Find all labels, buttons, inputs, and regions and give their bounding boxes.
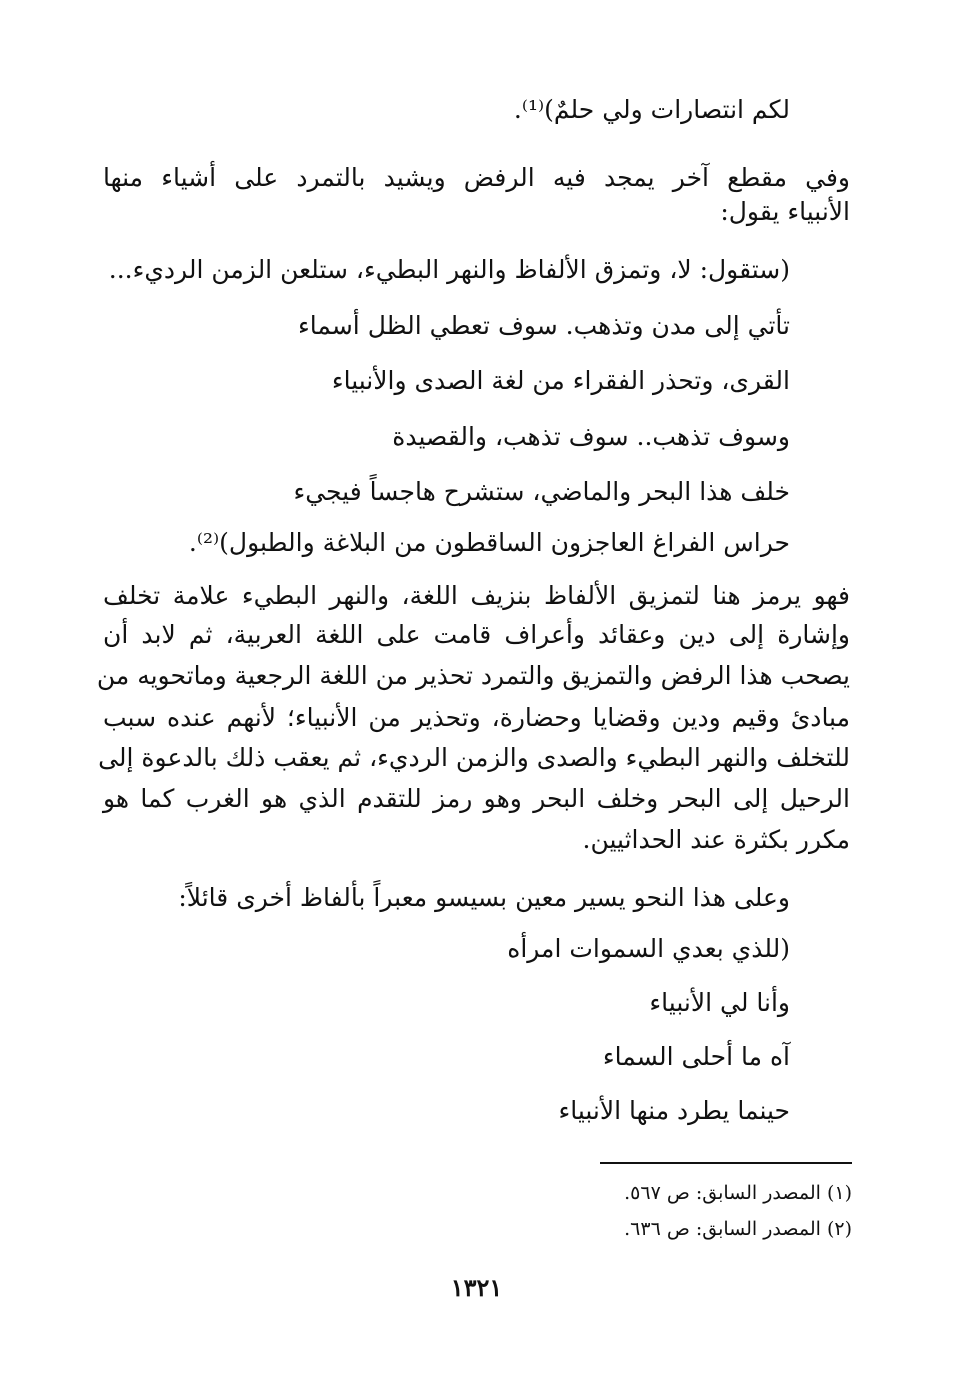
footnote-1: (١) المصدر السابق: ص ٥٦٧. <box>624 1182 852 1204</box>
paragraph-line: يصحب هذا الرفض والتمزيق والتمرد تحذير من اللغة الرجعية وماتحويه من <box>96 661 850 690</box>
verse-line: وأنا لي الأنبياء <box>649 988 790 1017</box>
footnote-2: (٢) المصدر السابق: ص ٦٣٦. <box>624 1218 852 1240</box>
verse-line: حينما يطرد منها الأنبياء <box>558 1096 790 1125</box>
verse-line: (للذي بعدي السموات امرأه <box>507 934 790 963</box>
verse-line-1: لكم انتصارات ولي حلمٌ)⁽¹⁾. <box>513 95 790 124</box>
paragraph-line: وفي مقطع آخر يمجد فيه الرفض ويشيد بالتمرد على أشياء منها <box>103 163 850 192</box>
paragraph-line: مبادئ وقيم ودين وقضايا وحضارة، وتحذير من الأنبياء؛ لأنهم عنده سبب <box>103 703 850 732</box>
verse-line: القرى، وتحذر الفقراء من لغة الصدى والأنبياء <box>331 366 790 395</box>
paragraph-line: وعلى هذا النحو يسير معين بسيسو معبراً بألفاظ أخرى قائلاً: <box>178 883 790 912</box>
paragraph-line: وإشارة إلى دين وعقائد وأعراف قامت على اللغة العربية، ثم لابد أن <box>103 620 850 649</box>
verse-line: (ستقول: لا، وتمزق الألفاظ والنهر البطيء، ستلعن الزمن الرديء... <box>108 255 790 284</box>
verse-line: آه ما أحلى السماء <box>602 1042 790 1071</box>
verse-line: تأتي إلى مدن وتذهب. سوف تعطي الظل أسماء <box>298 311 790 340</box>
footnote-divider <box>600 1162 852 1164</box>
paragraph-line: للتخلف والنهر البطيء والصدى والزمن الرديء، ثم يعقب ذلك بالدعوة إلى <box>98 743 850 772</box>
verse-line: وسوف تذهب.. سوف تذهب، والقصيدة <box>392 422 790 451</box>
paragraph-line: الأنبياء يقول: <box>720 197 850 226</box>
page-number: ١٣٢١ <box>450 1273 503 1302</box>
paragraph-line: فهو يرمز هنا لتمزيق الألفاظ بنزيف اللغة، والنهر البطيء علامة تخلف <box>103 581 850 610</box>
paragraph-line: الرحيل إلى البحر وخلف البحر وهو رمز للتقدم الذي هو الغرب كما هو <box>103 784 850 813</box>
verse-line: خلف هذا البحر والماضي، ستشرح هاجساً فيجيء <box>293 477 790 506</box>
paragraph-line: مكرر بكثرة عند الحداثيين. <box>582 825 850 854</box>
verse-line: حراس الفراغ العاجزون الساقطون من البلاغة والطبول)⁽²⁾. <box>188 528 790 557</box>
